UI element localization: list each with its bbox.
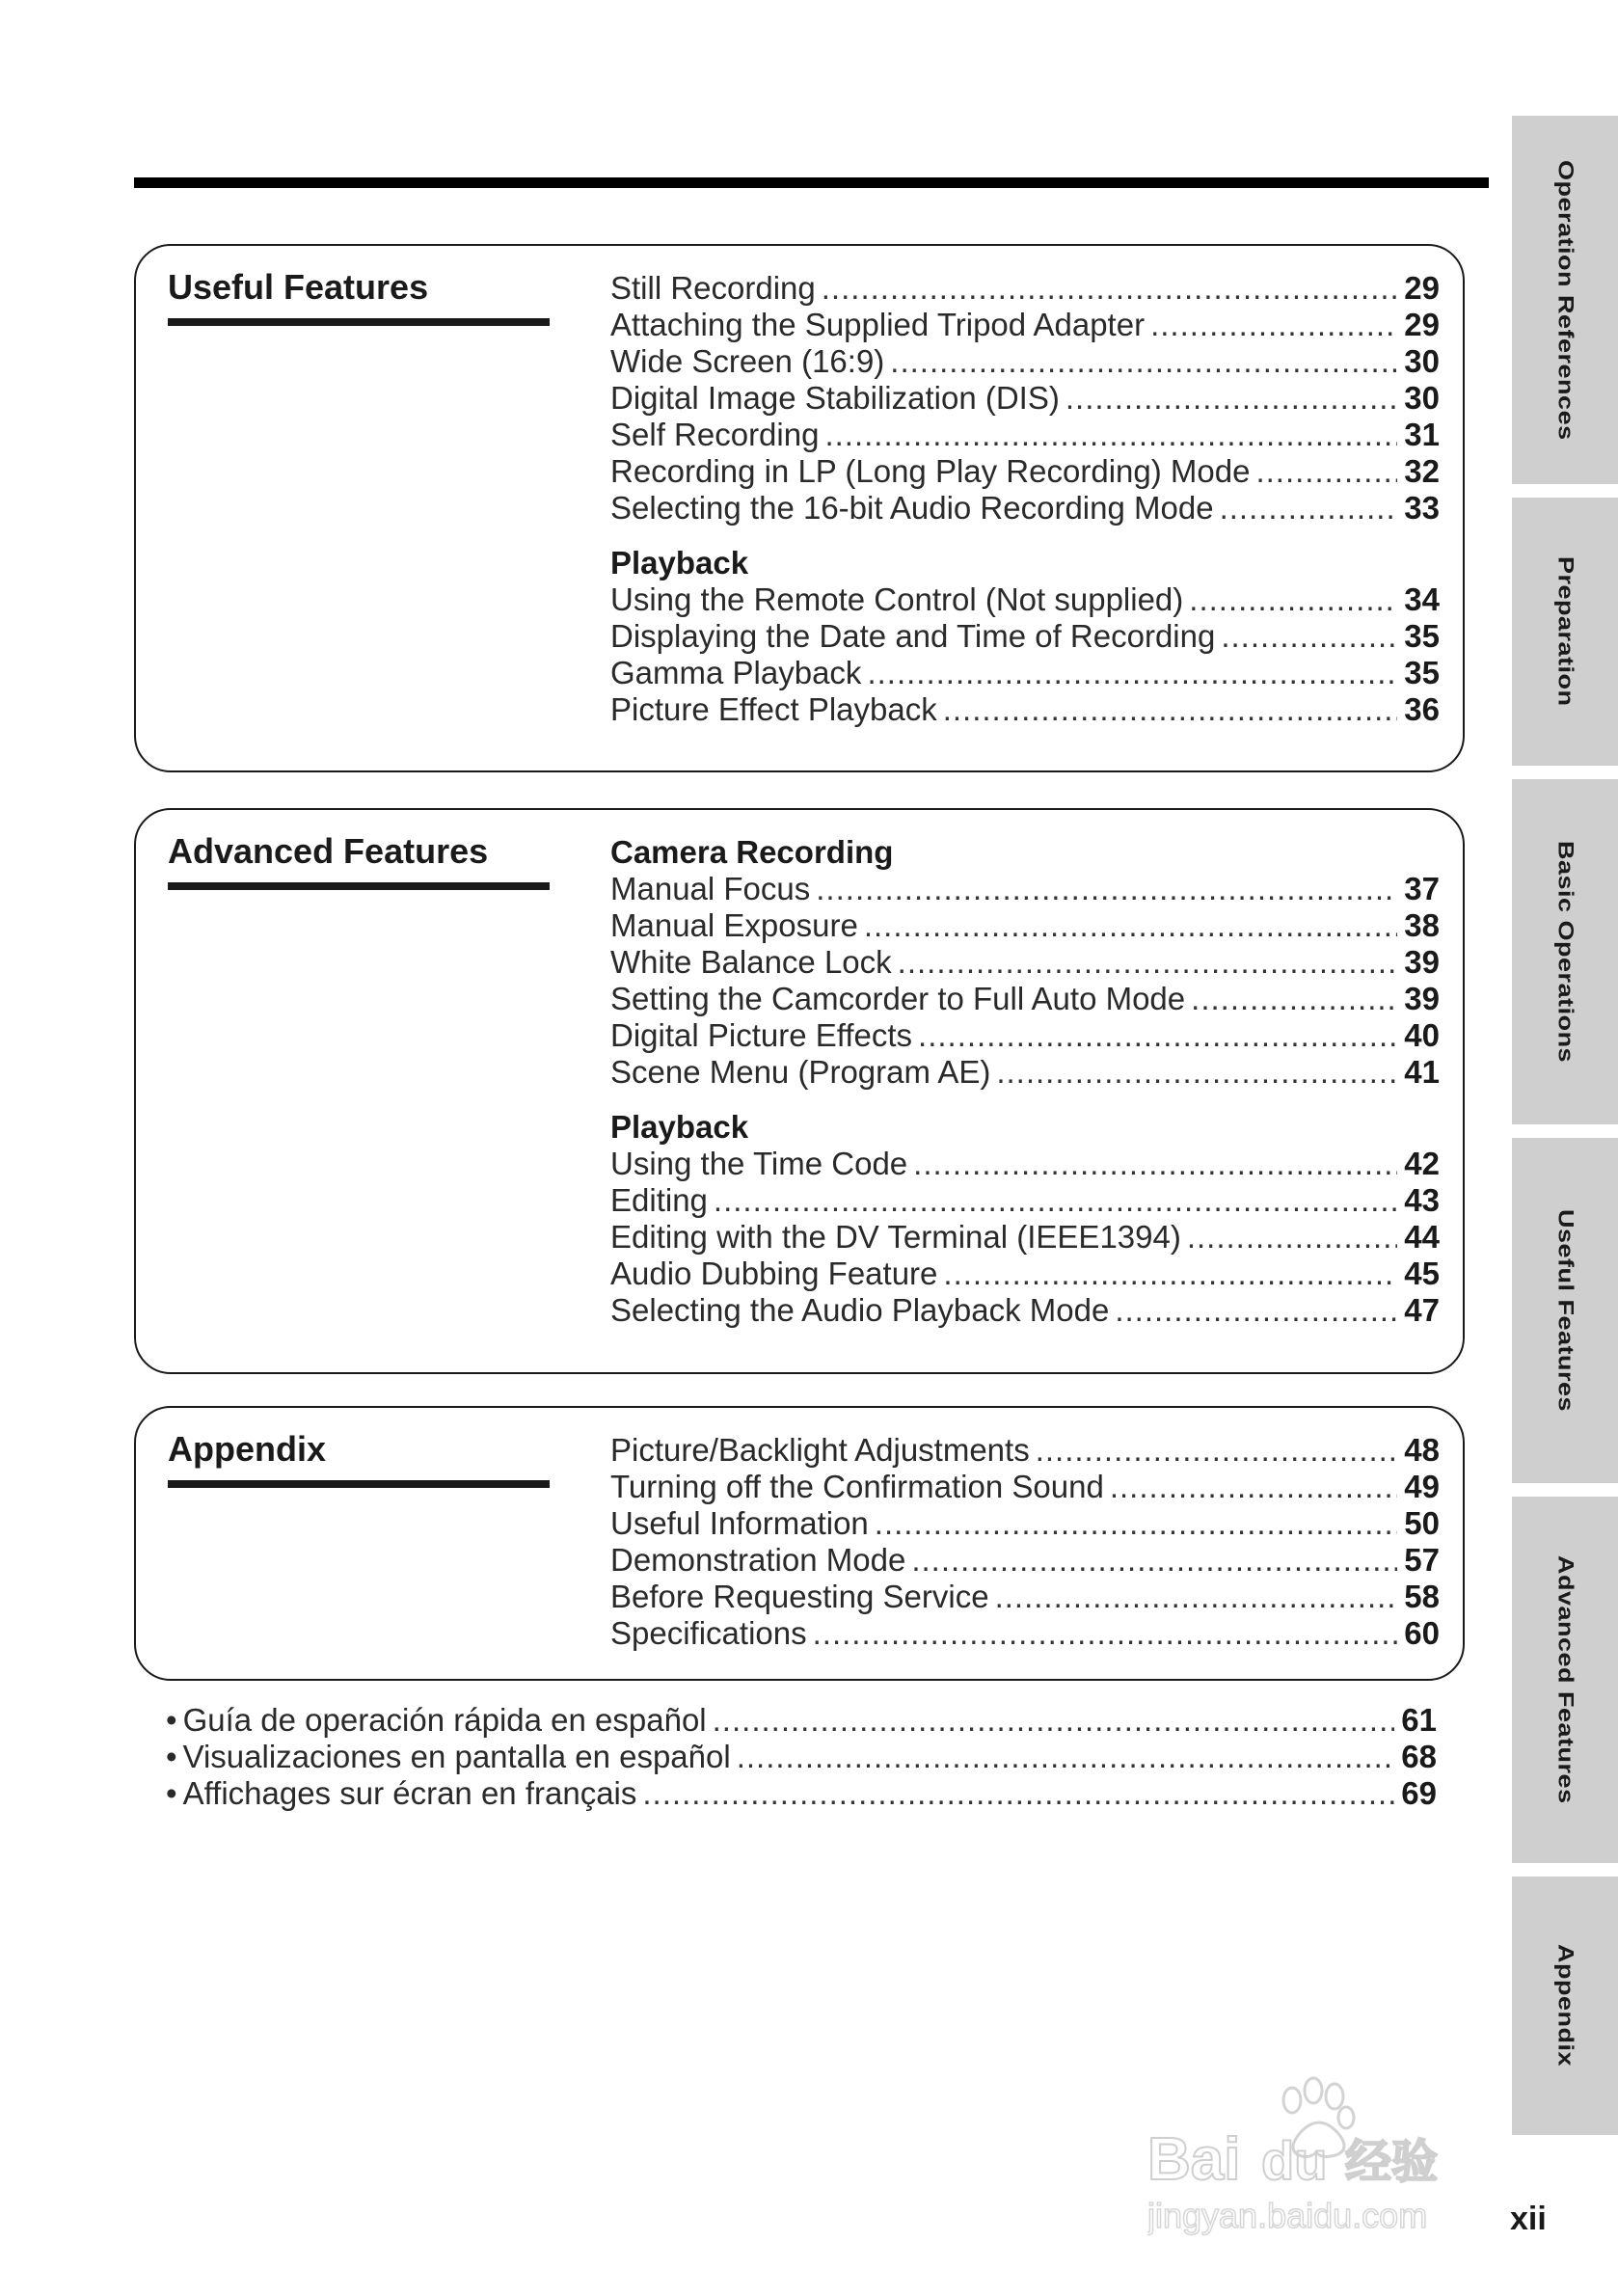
dot-leader — [810, 871, 1397, 907]
toc-entry[interactable] — [610, 1219, 1440, 1256]
group-heading: Camera Recording — [610, 834, 894, 870]
entry-title: Picture Effect Playback — [610, 691, 937, 727]
dot-leader — [1104, 1469, 1397, 1505]
dot-leader — [869, 1505, 1397, 1542]
entry-title: Still Recording — [610, 270, 816, 306]
entry-page: 39 — [1404, 981, 1440, 1016]
section-useful-features — [134, 244, 1465, 772]
dot-leader — [807, 1615, 1397, 1652]
entry-page: 35 — [1404, 655, 1440, 690]
toc-entry[interactable] — [610, 490, 1440, 527]
entry-title: Before Requesting Service — [610, 1579, 989, 1614]
entry-title: White Balance Lock — [610, 944, 892, 980]
dot-leader — [907, 1146, 1397, 1182]
dot-leader — [1185, 981, 1397, 1017]
toc-entry[interactable] — [610, 871, 1440, 907]
toc-entry[interactable] — [610, 691, 1440, 728]
entry-page: 30 — [1404, 343, 1440, 379]
section-title: Appendix — [168, 1429, 327, 1469]
dot-leader — [1181, 1219, 1397, 1256]
toc-entry[interactable] — [610, 380, 1440, 417]
toc-entry[interactable] — [610, 1017, 1440, 1054]
tab-label: Preparation — [1553, 556, 1578, 707]
entry-title: Editing with the DV Terminal (IEEE1394) — [610, 1219, 1181, 1255]
dot-leader — [1060, 380, 1397, 417]
toc-bullet-entry[interactable] — [166, 1702, 1437, 1739]
entry-title: Audio Dubbing Feature — [610, 1256, 938, 1291]
entry-page: 45 — [1404, 1256, 1440, 1291]
entry-title: Self Recording — [610, 417, 820, 452]
toc-entry[interactable] — [610, 1146, 1440, 1182]
dot-leader — [892, 944, 1397, 981]
group-heading: Playback — [610, 545, 749, 581]
entry-title: Recording in LP (Long Play Recording) Mode — [610, 453, 1251, 489]
entry-title: Scene Menu (Program AE) — [610, 1054, 991, 1090]
entry-title: Specifications — [610, 1615, 807, 1651]
tab-appendix[interactable] — [1512, 1877, 1618, 2135]
dot-leader — [884, 343, 1397, 380]
entry-title: Displaying the Date and Time of Recording — [610, 618, 1216, 654]
entry-page: 57 — [1404, 1542, 1440, 1578]
toc-group — [610, 545, 1440, 728]
tab-preparation[interactable] — [1512, 498, 1618, 766]
entry-title: Using the Time Code — [610, 1146, 908, 1181]
entry-page: 43 — [1404, 1182, 1440, 1218]
entry-page: 61 — [1401, 1702, 1437, 1738]
dot-leader — [989, 1579, 1397, 1615]
entry-title: Demonstration Mode — [610, 1542, 906, 1578]
language-sections-list — [166, 1702, 1437, 1812]
entry-page: 69 — [1401, 1775, 1437, 1811]
toc-entry[interactable] — [610, 655, 1440, 691]
toc-entry[interactable] — [610, 1054, 1440, 1091]
tab-label: Basic Operations — [1553, 840, 1578, 1064]
entry-title: Turning off the Confirmation Sound — [610, 1469, 1104, 1504]
entry-title: Digital Picture Effects — [610, 1017, 913, 1053]
entry-title: Digital Image Stabilization (DIS) — [610, 380, 1060, 416]
dot-leader — [1109, 1292, 1397, 1329]
toc-entry[interactable] — [610, 453, 1440, 490]
dot-leader — [707, 1702, 1394, 1739]
entry-title: Manual Exposure — [610, 907, 858, 943]
dot-leader — [1250, 453, 1397, 490]
toc-entries — [610, 1432, 1440, 1652]
entry-page: 49 — [1404, 1469, 1440, 1504]
entry-page: 32 — [1404, 453, 1440, 489]
dot-leader — [990, 1054, 1397, 1091]
dot-leader — [1214, 490, 1397, 527]
entry-page: 37 — [1404, 871, 1440, 906]
entry-page: 47 — [1404, 1292, 1440, 1328]
dot-leader — [636, 1775, 1394, 1812]
entry-title: Manual Focus — [610, 871, 811, 906]
toc-entry[interactable] — [610, 1542, 1440, 1579]
svg-text:经验: 经验 — [1345, 2135, 1439, 2189]
entry-page: 68 — [1401, 1739, 1437, 1774]
toc-entry[interactable] — [610, 581, 1440, 618]
section-title: Useful Features — [168, 267, 429, 307]
toc-entry[interactable] — [610, 307, 1440, 343]
toc-group — [610, 270, 1440, 527]
dot-leader — [905, 1542, 1397, 1579]
entry-page: 48 — [1404, 1432, 1440, 1468]
tab-label: Operation References — [1553, 159, 1578, 441]
toc-entry[interactable] — [610, 1615, 1440, 1652]
dot-leader — [912, 1017, 1397, 1054]
toc-entry[interactable] — [610, 1469, 1440, 1505]
entry-page: 39 — [1404, 944, 1440, 980]
toc-bullet-entry[interactable] — [166, 1775, 1437, 1812]
toc-entry[interactable] — [610, 1292, 1440, 1329]
entry-page: 60 — [1404, 1615, 1440, 1651]
section-title-rule — [168, 882, 550, 890]
dot-leader — [861, 655, 1397, 691]
dot-leader — [708, 1182, 1397, 1219]
toc-entry[interactable] — [610, 270, 1440, 307]
entry-page: 30 — [1404, 380, 1440, 416]
entry-page: 36 — [1404, 691, 1440, 727]
toc-group — [610, 834, 1440, 1091]
dot-leader — [731, 1739, 1394, 1775]
section-title-rule — [168, 318, 550, 326]
dot-leader — [1030, 1432, 1397, 1469]
baidu-watermark-logo — [1147, 2064, 1514, 2247]
entry-title: Setting the Camcorder to Full Auto Mode — [610, 981, 1186, 1016]
entry-page: 38 — [1404, 907, 1440, 943]
entry-page: 41 — [1404, 1054, 1440, 1090]
svg-text:Bai: Bai — [1147, 2126, 1241, 2193]
toc-entries — [610, 270, 1440, 728]
toc-entry[interactable] — [610, 1256, 1440, 1292]
entry-page: 50 — [1404, 1505, 1440, 1541]
entry-title: Attaching the Supplied Tripod Adapter — [610, 307, 1146, 342]
toc-entry[interactable] — [610, 618, 1440, 655]
entry-title: Using the Remote Control (Not supplied) — [610, 581, 1184, 617]
dot-leader — [816, 270, 1397, 307]
svg-text:jingyan.baidu.com: jingyan.baidu.com — [1147, 2196, 1428, 2235]
header-rule — [134, 177, 1489, 188]
entry-page: 33 — [1404, 490, 1440, 526]
tab-basic-operations[interactable] — [1512, 779, 1618, 1124]
entry-page: 34 — [1404, 581, 1440, 617]
section-appendix — [134, 1406, 1465, 1681]
section-title-rule — [168, 1480, 550, 1488]
entry-title: Useful Information — [610, 1505, 869, 1541]
entry-title: Selecting the Audio Playback Mode — [610, 1292, 1110, 1328]
entry-page: 35 — [1404, 618, 1440, 654]
toc-entry[interactable] — [610, 417, 1440, 453]
entry-title: Picture/Backlight Adjustments — [610, 1432, 1030, 1468]
entry-title: Selecting the 16-bit Audio Recording Mode — [610, 490, 1214, 526]
section-title: Advanced Features — [168, 831, 489, 871]
entry-page: 44 — [1404, 1219, 1440, 1255]
tab-label: Appendix — [1553, 1944, 1578, 2067]
group-heading: Playback — [610, 1109, 749, 1145]
dot-leader — [858, 907, 1397, 944]
toc-entry[interactable] — [610, 944, 1440, 981]
entry-title: • Visualizaciones en pantalla en español — [166, 1739, 731, 1775]
tab-label: Advanced Features — [1553, 1555, 1578, 1804]
entry-title: Gamma Playback — [610, 655, 862, 690]
svg-text:du: du — [1261, 2130, 1328, 2191]
entry-page: 58 — [1404, 1579, 1440, 1614]
tab-label: Useful Features — [1553, 1208, 1578, 1413]
toc-bullet-entry[interactable] — [166, 1739, 1437, 1775]
entry-title: Editing — [610, 1182, 708, 1218]
dot-leader — [937, 1256, 1397, 1292]
toc-entry[interactable] — [610, 1505, 1440, 1542]
toc-entry[interactable] — [610, 1182, 1440, 1219]
dot-leader — [1145, 307, 1397, 343]
entry-page: 31 — [1404, 417, 1440, 452]
toc-entry[interactable] — [610, 1432, 1440, 1469]
tab-operation-references[interactable] — [1512, 116, 1618, 484]
entry-page: 29 — [1404, 270, 1440, 306]
toc-entry[interactable] — [610, 1579, 1440, 1615]
entry-title: Wide Screen (16:9) — [610, 343, 885, 379]
entry-title: • Affichages sur écran en français — [166, 1775, 636, 1812]
dot-leader — [937, 691, 1397, 728]
entry-page: 29 — [1404, 307, 1440, 342]
dot-leader — [1215, 618, 1397, 655]
toc-entry[interactable] — [610, 981, 1440, 1017]
entry-page: 42 — [1404, 1146, 1440, 1181]
dot-leader — [1183, 581, 1397, 618]
dot-leader — [819, 417, 1397, 453]
toc-entry[interactable] — [610, 907, 1440, 944]
toc-entry[interactable] — [610, 343, 1440, 380]
entry-page: 40 — [1404, 1017, 1440, 1053]
tab-advanced-features[interactable] — [1512, 1497, 1618, 1863]
page-number: xii — [1510, 2201, 1547, 2237]
entry-title: • Guía de operación rápida en español — [166, 1702, 707, 1739]
tab-useful-features[interactable] — [1512, 1138, 1618, 1483]
section-advanced-features — [134, 808, 1465, 1374]
toc-group — [610, 1109, 1440, 1329]
toc-entries — [610, 834, 1440, 1329]
toc-group — [610, 1432, 1440, 1652]
